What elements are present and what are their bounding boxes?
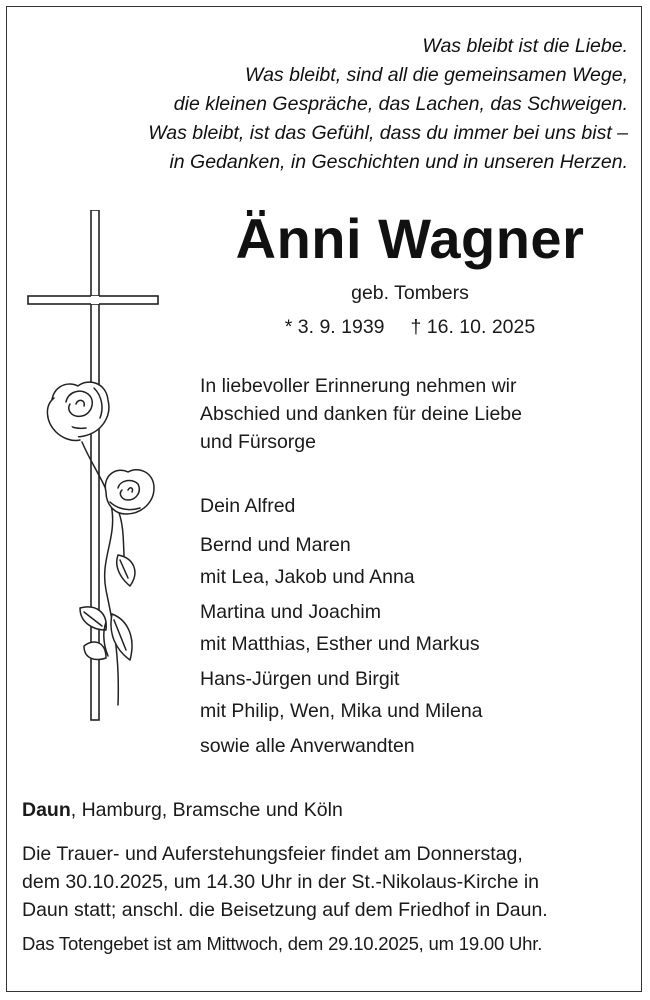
wake-text: Das Totengebet ist am Mittwoch, dem 29.10.2025, um 19.00 Uhr. [22,933,543,954]
ceremony-text [22,840,632,924]
places [22,796,343,824]
family-group [200,596,620,660]
cross-with-roses-icon [22,210,162,730]
poem-line: Was bleibt, ist das Gefühl, dass du immer bei uns bist – [148,122,628,144]
family-couple: Martina und Joachim [200,601,382,623]
deceased-name: Änni Wagner [235,207,585,270]
family-group [200,663,620,727]
memory-text [200,372,620,456]
born-name: geb. Tombers [351,282,469,304]
family-list [200,490,620,762]
life-dates [210,314,610,340]
birth-date: * 3. 9. 1939 [284,316,385,338]
ceremony-line: Die Trauer- und Auferstehungsfeier findet am Donnerstag, [22,843,523,865]
ceremony-line: dem 30.10.2025, um 14.30 Uhr in der St.-Nikolaus-Kirche in [22,871,540,893]
poem [8,32,628,177]
poem-line: die kleinen Gespräche, das Lachen, das Schweigen. [173,93,628,115]
family-children: mit Matthias, Esther und Markus [200,633,480,655]
family-group [200,529,620,593]
spouse: Dein Alfred [200,495,296,517]
ceremony-line: Daun statt; anschl. die Beisetzung auf dem Friedhof in Daun. [22,899,548,921]
poem-line: Was bleibt, sind all die gemeinsamen Wege, [245,64,628,86]
relatives: sowie alle Anverwandten [200,735,415,757]
poem-line: in Gedanken, in Geschichten und in unseren Herzen. [169,151,628,173]
place-main: Daun [22,799,71,821]
family-children: mit Lea, Jakob und Anna [200,566,415,588]
death-date: † 16. 10. 2025 [410,316,536,338]
family-children: mit Philip, Wen, Mika und Milena [200,700,483,722]
place-rest: , Hamburg, Bramsche und Köln [70,799,343,821]
poem-line: Was bleibt ist die Liebe. [422,35,628,57]
family-couple: Bernd und Maren [200,534,351,556]
memory-line: Abschied und danken für deine Liebe [200,403,522,425]
memory-line: und Fürsorge [200,431,316,453]
family-couple: Hans-Jürgen und Birgit [200,668,400,690]
memory-line: In liebevoller Erinnerung nehmen wir [200,375,517,397]
